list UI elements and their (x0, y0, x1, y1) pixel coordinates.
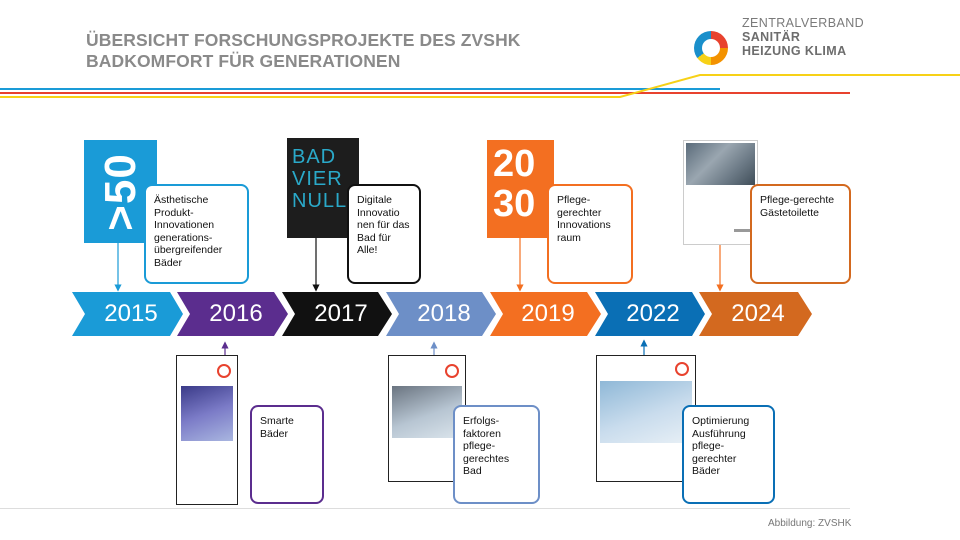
thumb-2022 (596, 355, 696, 482)
cover-2017-line-2: VIER (292, 168, 343, 190)
cover-2024-photo (686, 143, 755, 185)
thumb-2016 (176, 355, 238, 505)
cover-2017-line-1: BAD (292, 146, 337, 168)
footer-divider (0, 508, 850, 509)
callout-2019: Pflege-gerechter Innovations raum (547, 184, 633, 284)
thumb-2016-logo-icon (217, 364, 231, 378)
cover-2015-text: >50 (95, 152, 145, 231)
cover-2019-line-2: 30 (493, 183, 536, 225)
cover-2019-text (493, 144, 535, 224)
thumb-2018-photo (392, 386, 462, 438)
year-label-2015: 2015 (104, 300, 158, 327)
year-label-2019: 2019 (521, 300, 575, 327)
footer-credit: Abbildung: ZVSHK (768, 518, 852, 529)
year-label-2017: 2017 (314, 300, 368, 327)
callout-2022: Optimierung Ausführung pflege-gerechter Bäder (682, 405, 775, 504)
cover-2024 (683, 140, 758, 245)
callout-2015: Ästhetische Produkt-Innovationen generations-übergreifender Bäder (144, 184, 249, 284)
year-label-2022: 2022 (626, 300, 680, 327)
cover-2017-text (292, 146, 347, 212)
thumb-2016-photo (181, 386, 233, 441)
thumb-2018-logo-icon (445, 364, 459, 378)
year-label-2024: 2024 (731, 300, 785, 327)
cover-2017-line-3: NULL (292, 190, 348, 212)
logo-line-2: SANITÄR (742, 30, 801, 44)
callout-2016: Smarte Bäder (250, 405, 324, 504)
callout-2018: Erfolgs-faktoren pflege-gerechtes Bad (453, 405, 540, 504)
thumb-2022-photo (600, 381, 692, 443)
title-line-2: BADKOMFORT FÜR GENERATIONEN (86, 51, 401, 71)
year-label-2018: 2018 (417, 300, 471, 327)
logo-line-3: HEIZUNG KLIMA (742, 44, 847, 58)
title-line-1: ÜBERSICHT FORSCHUNGSPROJEKTE DES ZVSHK (86, 30, 521, 50)
thumb-2022-logo-icon (675, 362, 689, 376)
logo-line-1: ZENTRALVERBAND (742, 16, 865, 30)
callout-2017: Digitale Innovatio nen für das Bad für Alle! (347, 184, 421, 284)
cover-2019-line-1: 20 (493, 143, 536, 185)
year-label-2016: 2016 (209, 300, 263, 327)
cover-2019 (487, 140, 554, 238)
callout-2024: Pflege-gerechte Gästetoilette (750, 184, 851, 284)
